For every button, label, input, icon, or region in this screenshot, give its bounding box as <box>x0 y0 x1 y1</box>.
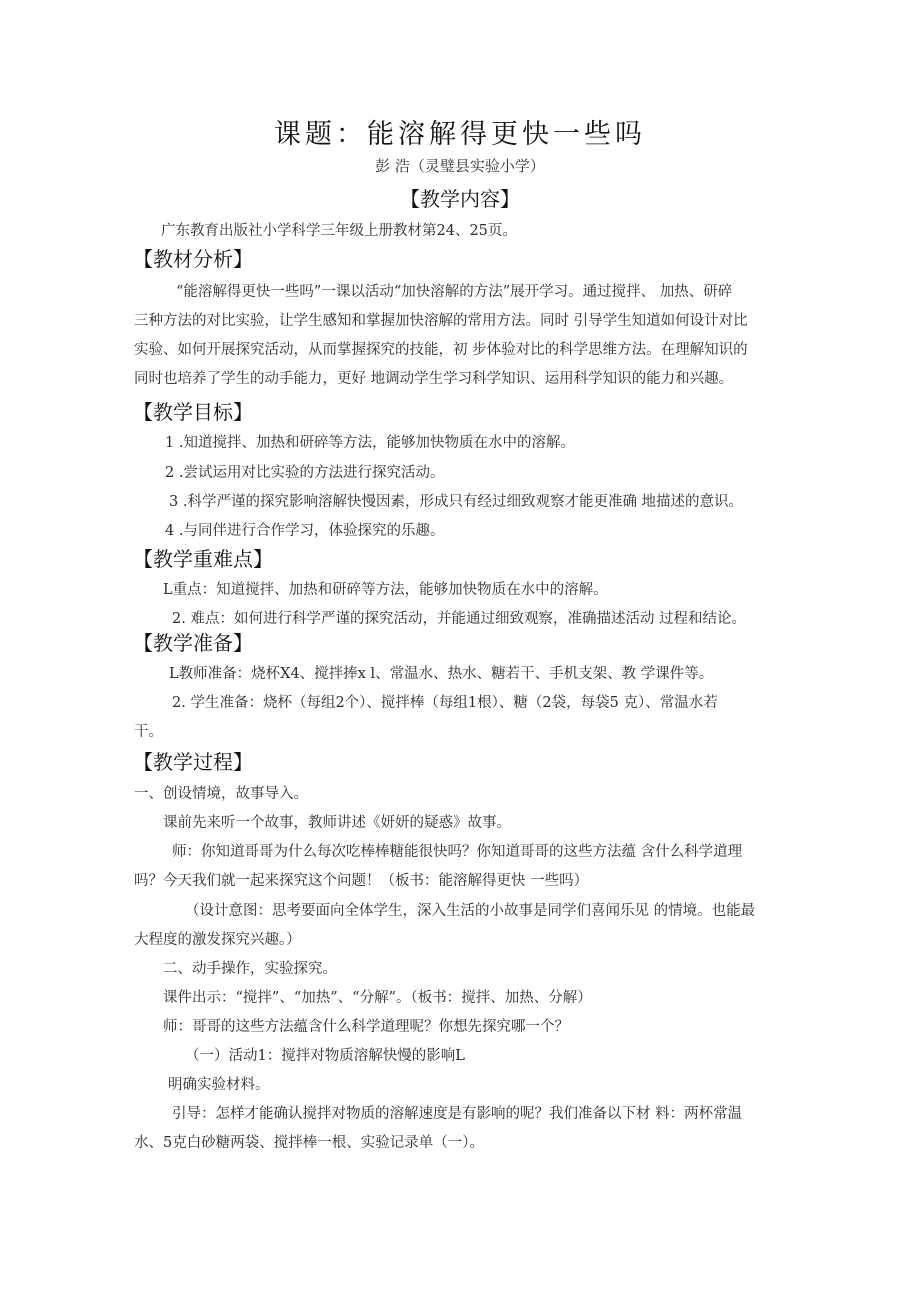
process-line: 引导：怎样才能确认搅拌对物质的溶解速度是有影响的呢？我们准备以下材 料：两杯常温 <box>172 1106 743 1122</box>
preparation-item: 2. 学生准备：烧杯（每组2个）、搅拌棒（每组1根）、糖（2袋，每袋5 克）、常温水若 <box>172 695 718 711</box>
content-heading: 【教学内容】 <box>400 187 520 211</box>
preparation-item: 干。 <box>134 724 163 740</box>
goal-item: 3 .科学严谨的探究影响溶解快慢因素，形成只有经过细致观察才能更准确 地描述的意识。 <box>169 494 744 510</box>
process-line: 水、5克白砂糖两袋、搅拌棒一根、实验记录单（一）。 <box>134 1135 484 1151</box>
analysis-line: 实验、如何开展探究活动，从而掌握探究的技能，初 步体验对比的科学思维方法。在理解知识的 <box>134 342 748 358</box>
process-line: 二、动手操作，实验探究。 <box>163 961 337 977</box>
process-line: 一、创设情境，故事导入。 <box>134 786 308 802</box>
analysis-line: “能溶解得更快一些吗”一课以活动“加快溶解的方法”展开学习。通过搅拌、 加热、研碎 <box>176 284 733 300</box>
key-point-item: 2. 难点：如何进行科学严谨的探究活动，并能通过细致观察，准确描述活动 过程和结论。 <box>172 611 747 627</box>
process-line: 课件出示：“搅拌”、“加热”、“分解”。（板书：搅拌、加热、分解） <box>163 990 592 1006</box>
author-line: 彭 浩（灵璧县实验小学） <box>375 157 545 175</box>
goals-heading: 【教学目标】 <box>133 400 253 424</box>
preparation-heading: 【教学准备】 <box>133 631 253 655</box>
process-line: 明确实验材料。 <box>168 1077 270 1093</box>
process-line: 师：哥哥的这些方法蕴含什么科学道理呢？你想先探究哪一个？ <box>163 1019 569 1035</box>
analysis-line: 三种方法的对比实验，让学生感知和掌握加快溶解的常用方法。同时 引导学生知道如何设计对比 <box>134 313 748 329</box>
process-line: 大程度的激发探究兴趣。） <box>134 932 301 948</box>
analysis-heading: 【教材分析】 <box>133 247 253 271</box>
analysis-line: 同时也培养了学生的动手能力，更好 地调动学生学习科学知识、运用科学知识的能力和兴趣。 <box>134 371 734 387</box>
goal-item: 4 .与同伴进行合作学习，体验探究的乐趣。 <box>165 523 445 539</box>
preparation-item: L教师准备：烧杯X4、搅拌捧x l、常温水、热水、糖若干、手机支架、教 学课件等。 <box>169 666 714 682</box>
key-point-item: L重点：知道搅拌、加热和研碎等方法，能够加快物质在水中的溶解。 <box>163 582 608 598</box>
process-line: （一）活动1：搅拌对物质溶解快慢的影响L <box>185 1048 465 1064</box>
goal-item: 2 .尝试运用对比实验的方法进行探究活动。 <box>165 465 445 481</box>
process-line: 课前先来听一个故事，教师讲述《妍妍的疑惑》故事。 <box>163 815 511 831</box>
process-line: （设计意图：思考要面向全体学生，深入生活的小故事是同学们喜闻乐见 的情境。也能最 <box>185 903 756 919</box>
process-heading: 【教学过程】 <box>133 750 253 774</box>
content-text: 广东教育出版社小学科学三年级上册教材第24、25页。 <box>161 223 517 239</box>
process-line: 吗？今天我们就一起来探究这个问题！（板书：能溶解得更快 一些吗） <box>134 873 589 889</box>
process-line: 师：你知道哥哥为什么每次吃棒棒糖能很快吗？你知道哥哥的这些方法蕴 含什么科学道理 <box>172 844 743 860</box>
key-points-heading: 【教学重难点】 <box>133 547 273 571</box>
lesson-title: 课题：能溶解得更快一些吗 <box>274 119 646 150</box>
goal-item: 1 .知道搅拌、加热和研碎等方法，能够加快物质在水中的溶解。 <box>165 435 575 451</box>
